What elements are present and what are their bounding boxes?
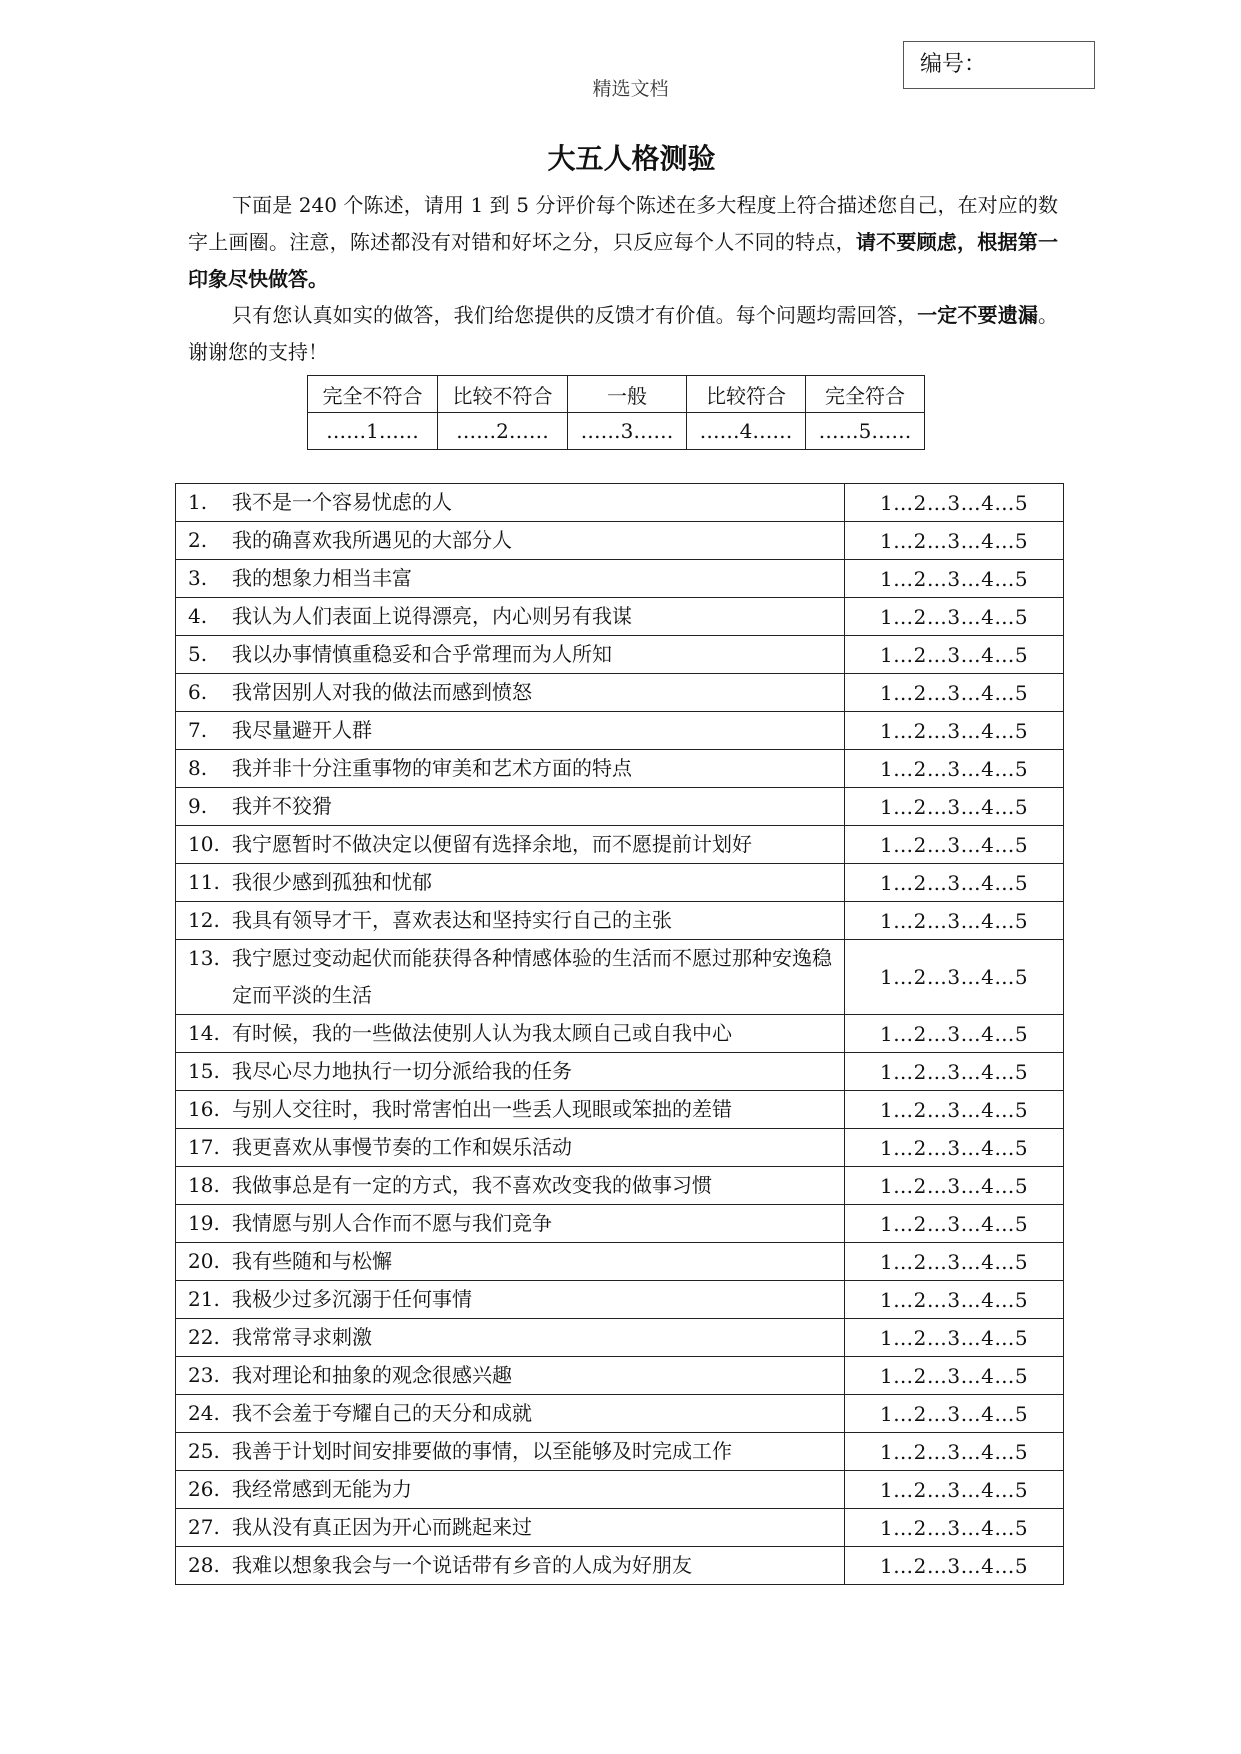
- intro-p2-text: 只有您认真如实的做答，我们给您提供的反馈才有价值。每个问题均需回答，: [232, 303, 918, 327]
- item-text: 我尽量避开人群: [232, 718, 372, 742]
- item-text: 我并非十分注重事物的审美和艺术方面的特点: [232, 756, 632, 780]
- statement: [176, 1509, 844, 1546]
- statement-cell: [176, 598, 845, 636]
- item-text: 我尽心尽力地执行一切分派给我的任务: [232, 1059, 572, 1083]
- scale-value: ……2……: [438, 413, 568, 450]
- item-number: 14.: [188, 1021, 220, 1045]
- table-row: [176, 712, 1064, 750]
- table-row: [176, 788, 1064, 826]
- rating-options[interactable]: 1…2…3…4…5: [845, 484, 1064, 522]
- statement-cell: [176, 788, 845, 826]
- statement-cell: [176, 1547, 845, 1585]
- table-row: [176, 1281, 1064, 1319]
- table-row: [176, 826, 1064, 864]
- rating-options[interactable]: 1…2…3…4…5: [845, 1053, 1064, 1091]
- statement: [176, 674, 844, 711]
- statement: [176, 750, 844, 787]
- statement-cell: [176, 636, 845, 674]
- table-row: [176, 1167, 1064, 1205]
- rating-options[interactable]: 1…2…3…4…5: [845, 826, 1064, 864]
- item-text: 我宁愿过变动起伏而能获得各种情感体验的生活而不愿过那种安逸稳定而平淡的生活: [232, 946, 832, 1007]
- statement: [176, 1471, 844, 1508]
- rating-options[interactable]: 1…2…3…4…5: [845, 1471, 1064, 1509]
- item-number: 25.: [188, 1439, 220, 1463]
- rating-scale-table: [307, 375, 925, 450]
- item-number: 10.: [188, 832, 220, 856]
- table-row: [176, 864, 1064, 902]
- item-text: 我善于计划时间安排要做的事情，以至能够及时完成工作: [232, 1439, 732, 1463]
- statement: [176, 864, 844, 901]
- statement: [176, 1547, 844, 1584]
- table-row: [176, 1129, 1064, 1167]
- item-text: 我常常寻求刺激: [232, 1325, 372, 1349]
- intro-p2-tail: 。谢谢您的支持！: [188, 303, 1059, 364]
- item-text: 我的想象力相当丰富: [232, 566, 412, 590]
- statement: [176, 1015, 844, 1052]
- item-text: 我以办事情慎重稳妥和合乎常理而为人所知: [232, 642, 612, 666]
- statement: [176, 484, 844, 521]
- scale-value: ……1……: [308, 413, 438, 450]
- statement: [176, 940, 844, 1014]
- statement: [176, 522, 844, 559]
- item-number: 22.: [188, 1325, 220, 1349]
- item-number: 3.: [188, 566, 208, 590]
- statement-cell: [176, 1509, 845, 1547]
- table-row: [176, 636, 1064, 674]
- item-number: 8.: [188, 756, 208, 780]
- statement-cell: [176, 750, 845, 788]
- table-row: [176, 1319, 1064, 1357]
- item-number: 4.: [188, 604, 208, 628]
- table-row: [176, 1509, 1064, 1547]
- item-number: 26.: [188, 1477, 220, 1501]
- statement-cell: [176, 522, 845, 560]
- statement-cell: [176, 1167, 845, 1205]
- statement: [176, 826, 844, 863]
- scale-label: 一般: [568, 376, 687, 413]
- table-row: [176, 1091, 1064, 1129]
- intro-p1-text: 下面是 240 个陈述，请用 1 到 5 分评价每个陈述在多大程度上符合描述您自己，在对应的数字上画圈。注意，陈述都没有对错和好坏之分，只反应每个人不同的特点，: [188, 193, 1058, 254]
- statement-cell: [176, 712, 845, 750]
- rating-options[interactable]: 1…2…3…4…5: [845, 750, 1064, 788]
- item-text: 我难以想象我会与一个说话带有乡音的人成为好朋友: [232, 1553, 692, 1577]
- statement: [176, 560, 844, 597]
- scale-value: ……5……: [806, 413, 925, 450]
- item-text: 我做事总是有一定的方式，我不喜欢改变我的做事习惯: [232, 1173, 712, 1197]
- item-number: 12.: [188, 908, 220, 932]
- item-number: 1.: [188, 490, 208, 514]
- table-row: [176, 1243, 1064, 1281]
- item-text: 有时候，我的一些做法使别人认为我太顾自己或自我中心: [232, 1021, 732, 1045]
- scale-label: 完全不符合: [308, 376, 438, 413]
- scale-label: 比较不符合: [438, 376, 568, 413]
- table-row: [176, 1433, 1064, 1471]
- item-text: 我认为人们表面上说得漂亮，内心则另有我谋: [232, 604, 632, 628]
- table-row: [176, 1395, 1064, 1433]
- item-text: 我不会羞于夸耀自己的天分和成就: [232, 1401, 532, 1425]
- item-number: 13.: [188, 946, 220, 970]
- rating-options[interactable]: 1…2…3…4…5: [845, 902, 1064, 940]
- item-text: 与别人交往时，我时常害怕出一些丢人现眼或笨拙的差错: [232, 1097, 732, 1121]
- item-text: 我对理论和抽象的观念很感兴趣: [232, 1363, 512, 1387]
- table-row: [176, 1471, 1064, 1509]
- rating-options[interactable]: 1…2…3…4…5: [845, 864, 1064, 902]
- statement: [176, 902, 844, 939]
- statement: [176, 1433, 844, 1470]
- item-number: 27.: [188, 1515, 220, 1539]
- item-number: 15.: [188, 1059, 220, 1083]
- intro-paragraph-2: [188, 297, 1058, 371]
- item-text: 我从没有真正因为开心而跳起来过: [232, 1515, 532, 1539]
- rating-options[interactable]: 1…2…3…4…5: [845, 1395, 1064, 1433]
- table-row: [176, 1547, 1064, 1585]
- item-text: 我极少过多沉溺于任何事情: [232, 1287, 472, 1311]
- item-number: 7.: [188, 718, 208, 742]
- rating-options[interactable]: 1…2…3…4…5: [845, 1509, 1064, 1547]
- statement-cell: [176, 1205, 845, 1243]
- scale-label: 比较符合: [687, 376, 806, 413]
- rating-options[interactable]: 1…2…3…4…5: [845, 1547, 1064, 1585]
- statement-cell: [176, 1129, 845, 1167]
- item-text: 我宁愿暂时不做决定以便留有选择余地，而不愿提前计划好: [232, 832, 752, 856]
- rating-options[interactable]: 1…2…3…4…5: [845, 1129, 1064, 1167]
- statement: [176, 1167, 844, 1204]
- statement-cell: [176, 902, 845, 940]
- statement: [176, 1053, 844, 1090]
- item-text: 我的确喜欢我所遇见的大部分人: [232, 528, 512, 552]
- item-number: 2.: [188, 528, 208, 552]
- table-row: [176, 750, 1064, 788]
- statement-cell: [176, 826, 845, 864]
- item-number: 16.: [188, 1097, 220, 1121]
- rating-options[interactable]: 1…2…3…4…5: [845, 598, 1064, 636]
- statement: [176, 1205, 844, 1242]
- page-title: 大五人格测验: [547, 142, 716, 175]
- rating-options[interactable]: 1…2…3…4…5: [845, 1357, 1064, 1395]
- table-row: [176, 560, 1064, 598]
- item-text: 我具有领导才干，喜欢表达和坚持实行自己的主张: [232, 908, 672, 932]
- rating-options[interactable]: 1…2…3…4…5: [845, 1281, 1064, 1319]
- rating-options[interactable]: 1…2…3…4…5: [845, 1243, 1064, 1281]
- scale-value: ……4……: [687, 413, 806, 450]
- rating-options[interactable]: 1…2…3…4…5: [845, 1433, 1064, 1471]
- id-number-label: 编号：: [920, 52, 987, 77]
- table-row: [176, 902, 1064, 940]
- statement: [176, 1319, 844, 1356]
- item-text: 我并不狡猾: [232, 794, 332, 818]
- rating-options[interactable]: 1…2…3…4…5: [845, 1205, 1064, 1243]
- statement: [176, 1395, 844, 1432]
- rating-options[interactable]: 1…2…3…4…5: [845, 674, 1064, 712]
- item-text: 我有些随和与松懈: [232, 1249, 392, 1273]
- page-watermark: 精选文档: [592, 78, 669, 100]
- statement-cell: [176, 1015, 845, 1053]
- statement-cell: [176, 864, 845, 902]
- statement: [176, 1357, 844, 1394]
- rating-options[interactable]: 1…2…3…4…5: [845, 1167, 1064, 1205]
- statement-cell: [176, 560, 845, 598]
- statement-cell: [176, 1433, 845, 1471]
- intro-paragraph-1: [188, 187, 1058, 298]
- statement: [176, 788, 844, 825]
- scale-label: 完全符合: [806, 376, 925, 413]
- item-text: 我不是一个容易忧虑的人: [232, 490, 452, 514]
- item-text: 我常因别人对我的做法而感到愤怒: [232, 680, 532, 704]
- table-row: [176, 1053, 1064, 1091]
- rating-options[interactable]: 1…2…3…4…5: [845, 560, 1064, 598]
- statement: [176, 1091, 844, 1128]
- rating-options[interactable]: 1…2…3…4…5: [845, 522, 1064, 560]
- table-row: [176, 1357, 1064, 1395]
- table-row: [176, 1205, 1064, 1243]
- statement: [176, 712, 844, 749]
- table-row: [176, 522, 1064, 560]
- rating-options[interactable]: 1…2…3…4…5: [845, 1319, 1064, 1357]
- item-number: 24.: [188, 1401, 220, 1425]
- table-row: [176, 940, 1064, 1015]
- statement-cell: [176, 1357, 845, 1395]
- item-number: 6.: [188, 680, 208, 704]
- statement: [176, 1129, 844, 1166]
- statement: [176, 598, 844, 635]
- item-text: 我很少感到孤独和忧郁: [232, 870, 432, 894]
- intro-p2-bold: 一定不要遗漏: [917, 303, 1039, 327]
- item-number: 18.: [188, 1173, 220, 1197]
- intro-p1-bold: 请不要顾虑，根据第一印象尽快做答。: [188, 230, 1059, 291]
- item-number: 5.: [188, 642, 208, 666]
- scale-value: ……3……: [568, 413, 687, 450]
- rating-options[interactable]: 1…2…3…4…5: [845, 788, 1064, 826]
- item-number: 28.: [188, 1553, 220, 1577]
- item-number: 23.: [188, 1363, 220, 1387]
- table-row: [176, 674, 1064, 712]
- item-number: 20.: [188, 1249, 220, 1273]
- table-row: [176, 1015, 1064, 1053]
- item-text: 我情愿与别人合作而不愿与我们竞争: [232, 1211, 552, 1235]
- rating-options[interactable]: 1…2…3…4…5: [845, 636, 1064, 674]
- scale-value-row: [308, 413, 925, 450]
- statement-cell: [176, 1395, 845, 1433]
- item-number: 21.: [188, 1287, 220, 1311]
- table-row: [176, 598, 1064, 636]
- statement-cell: [176, 1243, 845, 1281]
- statement-cell: [176, 484, 845, 522]
- statement-cell: [176, 940, 845, 1015]
- item-number: 9.: [188, 794, 208, 818]
- questionnaire-table: [175, 483, 1064, 1585]
- item-number: 17.: [188, 1135, 220, 1159]
- statement-cell: [176, 1471, 845, 1509]
- rating-options[interactable]: 1…2…3…4…5: [845, 1091, 1064, 1129]
- scale-label-row: [308, 376, 925, 413]
- statement-cell: [176, 674, 845, 712]
- item-text: 我经常感到无能为力: [232, 1477, 412, 1501]
- statement-cell: [176, 1319, 845, 1357]
- statement: [176, 1281, 844, 1318]
- statement-cell: [176, 1281, 845, 1319]
- statement-cell: [176, 1053, 845, 1091]
- rating-options[interactable]: 1…2…3…4…5: [845, 712, 1064, 750]
- item-number: 11.: [188, 870, 220, 894]
- rating-options[interactable]: 1…2…3…4…5: [845, 940, 1064, 1015]
- rating-options[interactable]: 1…2…3…4…5: [845, 1015, 1064, 1053]
- item-number: 19.: [188, 1211, 220, 1235]
- statement: [176, 636, 844, 673]
- item-text: 我更喜欢从事慢节奏的工作和娱乐活动: [232, 1135, 572, 1159]
- table-row: [176, 484, 1064, 522]
- statement: [176, 1243, 844, 1280]
- statement-cell: [176, 1091, 845, 1129]
